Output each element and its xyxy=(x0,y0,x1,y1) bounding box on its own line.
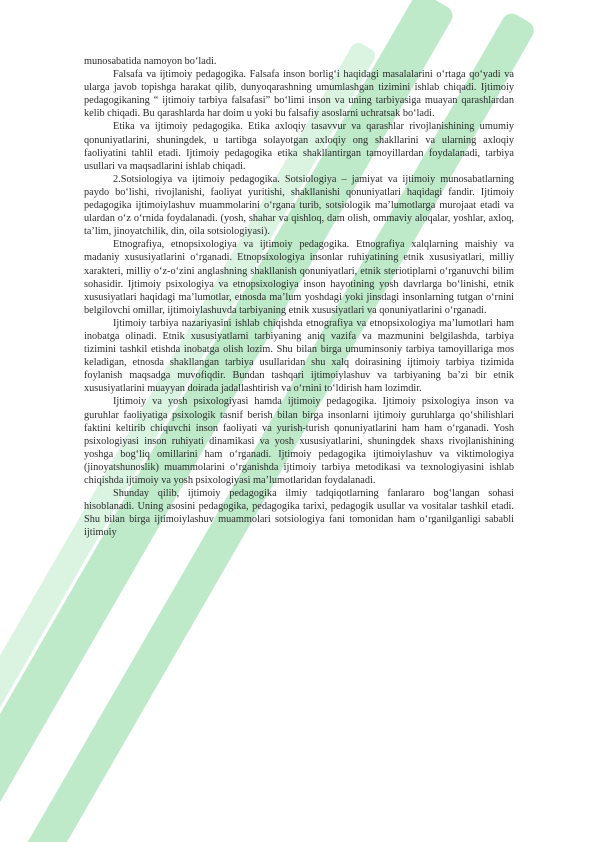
paragraph: Ijtimoiy tarbiya nazariyasini ishlab chiqishda etnografiya va etnopsixologiya ma’lumotlari ham inobatga olinadi. Etnik xususiyatlarni tarbiyaning aniq vazifa va mazmunini belgilashda, tarbiya tizimini tashkil etishda inobatga olish lozim. Shu bilan birga umuminsoniy tarbiya tamoyillariga mos keladigan, etnosda shakllangan tarbiya usullaridan shu xalq doirasining ijtimoiy tarbiya tizimida foylanish maqsadga muvofiqdir. Bundan tashqari ijtimoiylashuv va tarbiyaning ba’zi bir etnik xususiyatlarini muayyan doirada jadallashtirish va o‘rnini to‘ldirish ham lozimdir. xyxy=(84,317,514,395)
paragraph: munosabatida namoyon bo‘ladi. xyxy=(84,56,217,67)
paragraph: Ijtimoiy va yosh psixologiyasi hamda ijtimoiy pedagogika. Ijtimoiy psixologiya inson va guruhlar faoliyatiga psixologik tasnif berish bilan birga insonlarni ijtimoiy guruhlarga qo‘shilishlari faktini keltirib chiquvchi inson faoliyati va yurish-turish qonuniyatlarini ham ham o‘rganadi. Yosh psixologiyasi inson ruhiyati dinamikasi va yosh xususiyatlarini, shuningdek shaxs rivojlanishining yoshga bog‘liq omillarini ham o‘rganadi. Ijtimoiy pedagogika ijtimoiylashuv va viktimologiya (jinoyatshunoslik) muammolarini o‘rganishda ijtimoiy tarbiya metodikasi va texnologiyasini ishlab chiqishda ijtimoiy va yosh psixologiyasi ma’lumotlaridan foydalanadi. xyxy=(84,396,514,486)
document-body xyxy=(84,55,514,539)
paragraph: Etnografiya, etnopsixologiya va ijtimoiy pedagogika. Etnografiya xalqlarning maishiy va madaniy xususiyatlarini o‘rganadi. Etnopsixologiya insonlar ruhiyatining etnik xususiyatlari, milliy xarakteri, milliy o‘z-o‘zini anglashning shakllanish qonuniyatlari, etnik steriotiplarni o‘rganuvchi bilim sohasidir. Ijtimoiy psixologiya va etnopsixologiya inson hayotining yosh davrlarga bo‘linishi, etnik xususiyatlari haqidagi ma’lumotlar, etnosda ma’lum yoshdagi yoki jinsdagi insonlarning tutgan o‘rnini belgilovchi omillar, ijtimoiylashuvda tarbiyaning etnik xususiyatlari va qonuniyatlarini o‘rganadi. xyxy=(84,239,514,316)
paragraph: Shunday qilib, ijtimoiy pedagogika ilmiy tadqiqotlarning fanlararo bog‘langan sohasi hisoblanadi. Uning asosini pedagogika, pedagogika tarixi, pedagogik usullar va vositalar tashkil etadi. Shu bilan birga ijtimoiylashuv muammolari sotsiologiya fani tomonidan ham o‘rganilganligi sababli ijtimoiy xyxy=(84,488,514,539)
paragraph: Etika va ijtimoiy pedagogika. Etika axloqiy tasavvur va qarashlar rivojlanishining umumiy qonuniyatlarini, shuningdek, u tartibga solayotgan axloqiy ong shakllarini va ularning axloqiy faoliyatini tahlil etadi. Ijtimoiy pedagogika etika shakllantirgan tamoyillardan foydalanadi, tarbiya usullari va maqsadlarini ishlab chiqadi. xyxy=(84,121,514,172)
paragraph: 2.Sotsiologiya va ijtimoiy pedagogika. Sotsiologiya – jamiyat va ijtimoiy munosabatlarning paydo bo‘lishi, rivojlanishi, faoliyat yuritishi, shakllanishi qonuniyatlari haqidagi fandir. Ijtimoiy pedagogika ijtimoiylashuv muammolarini o‘rgana turib, sotsiologik ma’lumotlarga murojaat etadi va ulardan o‘z o‘rnida foydalanadi. (yosh, shahar va qishloq, dam olish, ommaviy aloqalar, yoshlar, axloq, ta’lim, jinoyatchilik, din, oila sotsiologiyasi). xyxy=(84,173,514,238)
paragraph: Falsafa va ijtimoiy pedagogika. Falsafa inson borlig‘i haqidagi masalalarini o‘rtaga qo‘yadi va ularga javob topishga harakat qilib, dunyoqarashning umumlashgan tizimini ishlab chiqadi. Ijtimoiy pedagogikaning “ ijtimoiy tarbiya falsafasi” bo‘limi inson va uning tarbiyasiga muayan qarashlardan kelib chiqadi. Bu qarashlarda har doim u yoki bu falsafiy asoslarni uchratsak bo‘ladi. xyxy=(84,69,514,120)
